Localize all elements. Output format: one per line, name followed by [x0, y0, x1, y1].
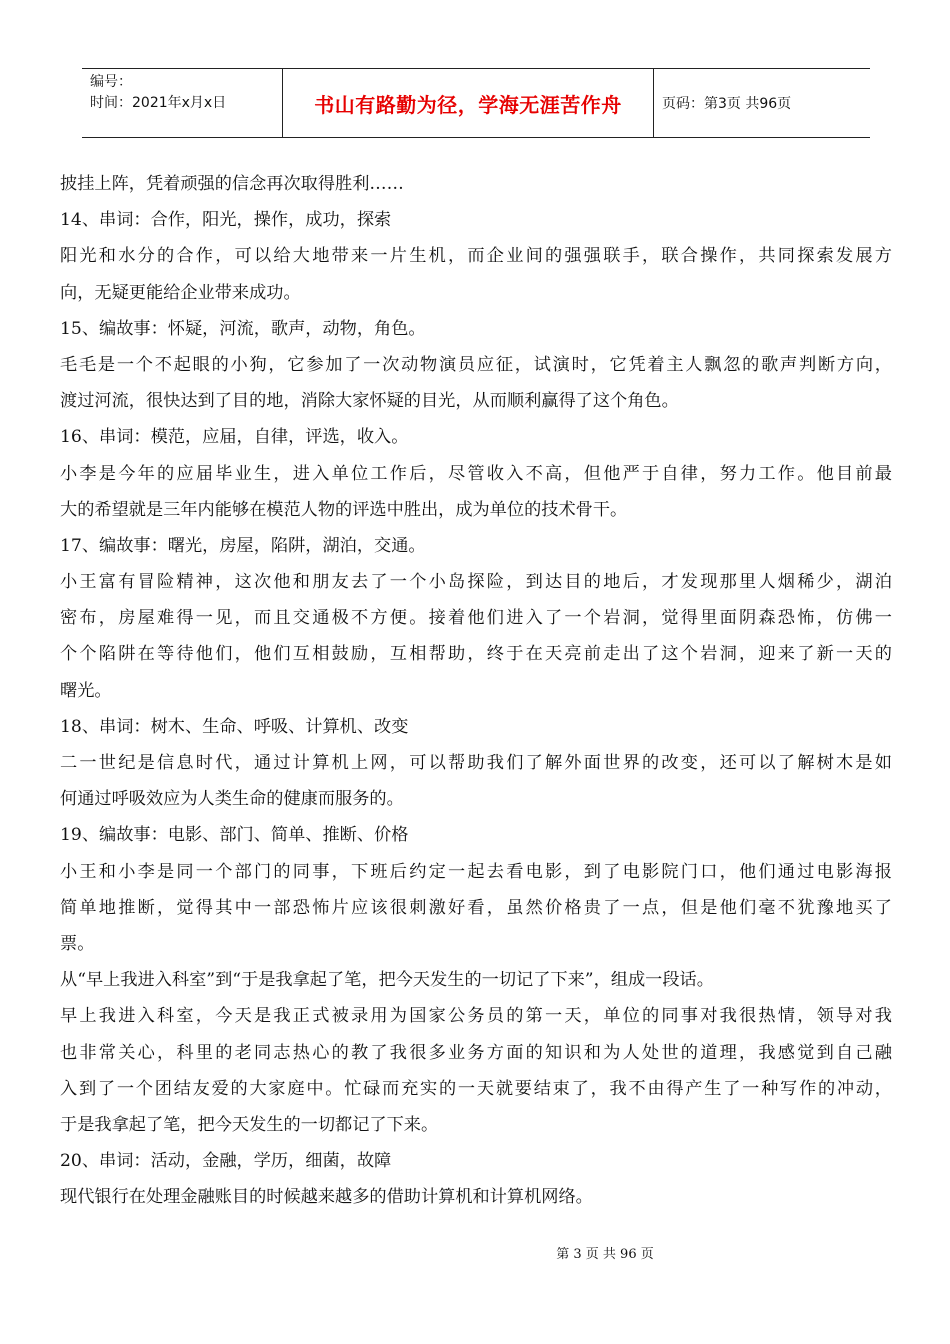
motto-text: 书山有路勤为径，学海无涯苦作舟 — [314, 92, 622, 117]
time-label: 时间：2021年x月x日 — [90, 95, 227, 111]
text-line: 密布，房屋难得一见，而且交通极不方便。接着他们进入了一个岩洞，觉得里面阴森恐怖，仿佛一 — [60, 608, 892, 629]
document-body — [60, 166, 892, 1215]
text-line: 14、串词：合作，阳光，操作，成功，探索 — [60, 210, 392, 231]
footer-page-number: 第 3 页 共 96 页 — [556, 1247, 654, 1262]
text-line: 17、编故事：曙光，房屋，陷阱，湖泊，交通。 — [60, 535, 426, 556]
header-meta — [82, 69, 282, 137]
text-line: 个个陷阱在等待他们，他们互相鼓励，互相帮助，终于在天亮前走出了这个岩洞，迎来了新一天的 — [60, 644, 892, 665]
text-line: 向，无疑更能给企业带来成功。 — [60, 282, 301, 303]
text-line: 小李是今年的应届毕业生，进入单位工作后，尽管收入不高，但他严于自律，努力工作。他目前最 — [60, 463, 892, 484]
text-line: 毛毛是一个不起眼的小狗，它参加了一次动物演员应征，试演时，它凭着主人飘忽的歌声判断方向， — [60, 354, 892, 375]
text-line: 阳光和水分的合作，可以给大地带来一片生机，而企业间的强强联手，联合操作，共同探索发展方 — [60, 246, 892, 267]
text-line: 19、编故事：电影、部门、简单、推断、价格 — [60, 825, 409, 846]
text-line: 入到了一个团结友爱的大家庭中。忙碌而充实的一天就要结束了，我不由得产生了一种写作的冲动， — [60, 1078, 892, 1099]
text-line: 从“早上我进入科室”到“于是我拿起了笔，把今天发生的一切记了下来”，组成一段话。 — [60, 970, 714, 991]
page-footer — [0, 1243, 950, 1262]
text-line: 小王富有冒险精神，这次他和朋友去了一个小岛探险，到达目的地后，才发现那里人烟稀少，湖泊 — [60, 572, 892, 593]
text-line: 曙光。 — [60, 680, 112, 701]
text-line: 大的希望就是三年内能够在模范人物的评选中胜出，成为单位的技术骨干。 — [60, 499, 628, 520]
text-line: 小王和小李是同一个部门的同事，下班后约定一起去看电影，到了电影院门口，他们通过电影海报 — [60, 861, 892, 882]
text-line: 渡过河流，很快达到了目的地，消除大家怀疑的目光，从而顺利赢得了这个角色。 — [60, 391, 679, 412]
text-line: 于是我拿起了笔，把今天发生的一切都记了下来。 — [60, 1114, 439, 1135]
page-label: 页码：第3页 共96页 — [662, 96, 792, 112]
text-line: 15、编故事：怀疑，河流，歌声，动物，角色。 — [60, 318, 426, 339]
number-label: 编号： — [90, 74, 132, 90]
text-line: 现代银行在处理金融账目的时候越来越多的借助计算机和计算机网络。 — [60, 1187, 593, 1208]
text-line: 披挂上阵，凭着顽强的信念再次取得胜利…… — [60, 174, 404, 194]
header-motto-cell — [282, 69, 654, 137]
text-line: 早上我进入科室，今天是我正式被录用为国家公务员的第一天，单位的同事对我很热情，领导对我 — [60, 1006, 892, 1027]
text-line: 20、串词：活动，金融，学历，细菌，故障 — [60, 1151, 392, 1172]
text-line: 18、串词：树木、生命、呼吸、计算机、改变 — [60, 716, 409, 737]
text-line: 也非常关心，科里的老同志热心的教了我很多业务方面的知识和为人处世的道理，我感觉到自己融 — [60, 1042, 892, 1063]
text-line: 简单地推断，觉得其中一部恐怖片应该很刺激好看，虽然价格贵了一点，但是他们毫不犹豫地买了 — [60, 897, 892, 918]
text-line: 二一世纪是信息时代，通过计算机上网，可以帮助我们了解外面世界的改变，还可以了解树木是如 — [60, 753, 892, 773]
text-line: 票。 — [60, 933, 95, 954]
header-page-cell — [654, 69, 870, 137]
page-header — [82, 68, 870, 138]
text-line: 何通过呼吸效应为人类生命的健康而服务的。 — [60, 789, 404, 810]
text-line: 16、串词：模范，应届，自律，评选，收入。 — [60, 427, 409, 448]
